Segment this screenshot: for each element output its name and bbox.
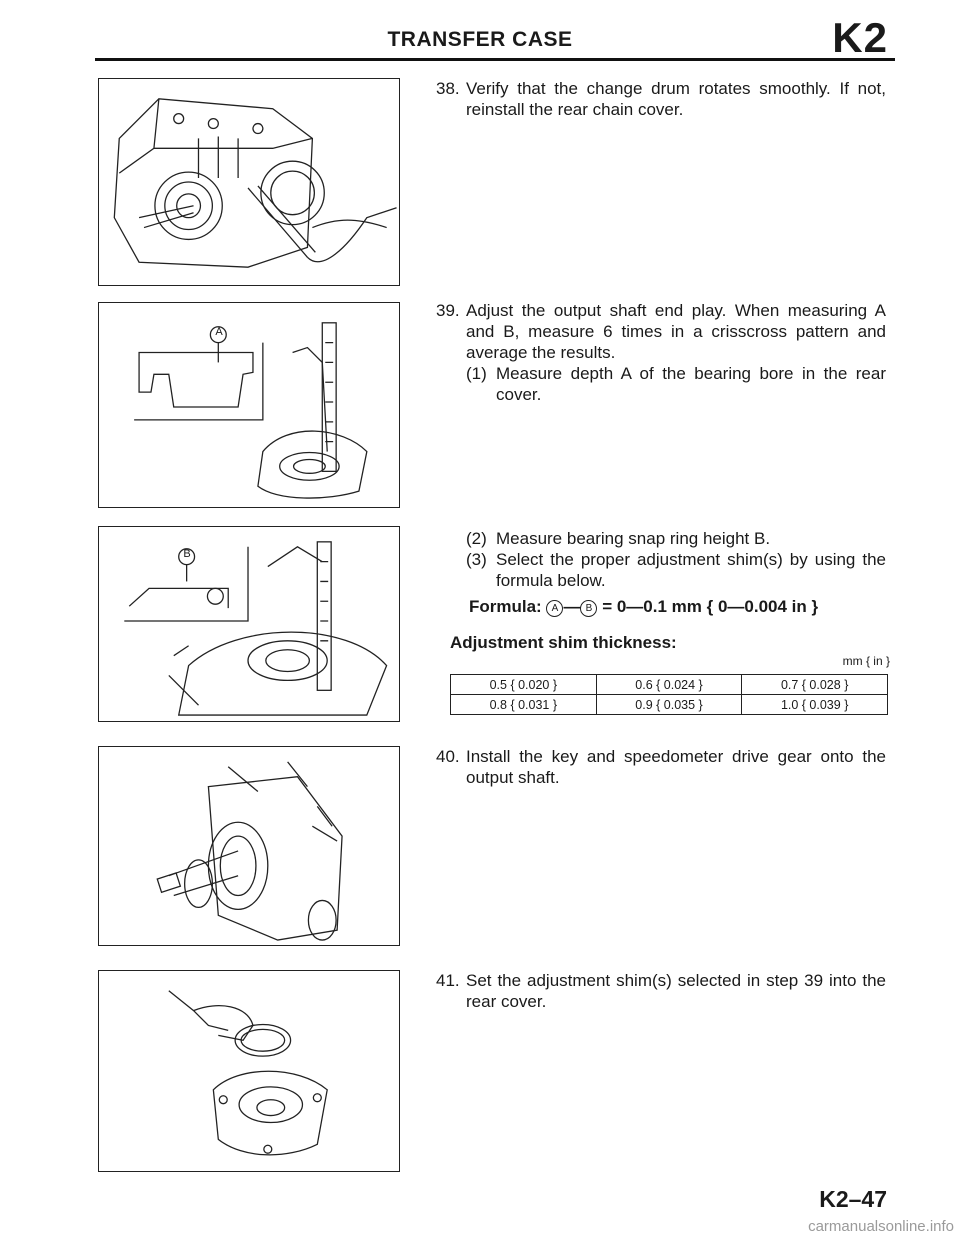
page-title: TRANSFER CASE (387, 28, 573, 51)
step-40 (424, 746, 886, 788)
shim-table (450, 674, 888, 715)
step-39 (424, 300, 886, 363)
header-rule (95, 58, 895, 61)
table-cell: 1.0 { 0.039 } (742, 695, 888, 715)
table-cell: 0.6 { 0.024 } (596, 675, 742, 695)
figure-measure-height-b (98, 526, 400, 722)
formula-a-symbol: A (546, 600, 563, 617)
formula-b-symbol: B (580, 600, 597, 617)
formula-result: = 0—0.1 mm { 0—0.004 in } (602, 597, 819, 616)
step-number: 41. (436, 971, 460, 990)
step-number: 38. (436, 79, 460, 98)
sub-step-number: (1) (466, 364, 487, 383)
step-text: Adjust the output shaft end play. When measuring A and B, measure 6 times in a crisscross pattern and average the results. (466, 301, 886, 362)
shim-table-unit: mm { in } (842, 654, 890, 668)
step-39-sub-1 (466, 363, 886, 405)
formula-label: Formula: (469, 597, 542, 616)
sub-step-number: (2) (466, 529, 487, 548)
sub-step-number: (3) (466, 550, 487, 569)
step-text: Install the key and speedometer drive gear onto the output shaft. (466, 747, 886, 787)
table-cell: 0.7 { 0.028 } (742, 675, 888, 695)
step-number: 40. (436, 747, 460, 766)
formula (469, 597, 818, 617)
figure-speedometer-gear (98, 746, 400, 946)
table-cell: 0.5 { 0.020 } (451, 675, 597, 695)
label-a: A (215, 326, 223, 338)
step-text: Verify that the change drum rotates smoothly. If not, reinstall the rear chain cover. (466, 79, 886, 119)
step-41 (424, 970, 886, 1012)
table-cell: 0.8 { 0.031 } (451, 695, 597, 715)
table-row (451, 695, 888, 715)
section-code: K2 (832, 14, 888, 61)
step-39-sub-2 (466, 528, 886, 549)
shim-table-title: Adjustment shim thickness: (450, 633, 677, 652)
page-number: K2–47 (819, 1186, 887, 1212)
step-text: Set the adjustment shim(s) selected in step 39 into the rear cover. (466, 971, 886, 1011)
figure-install-shim (98, 970, 400, 1172)
sub-step-text: Select the proper adjustment shim(s) by using the formula below. (496, 550, 886, 590)
figure-change-drum (98, 78, 400, 286)
sub-step-text: Measure depth A of the bearing bore in the rear cover. (496, 364, 886, 404)
step-number: 39. (436, 301, 460, 320)
formula-minus: — (563, 597, 581, 616)
step-39-sub-3 (466, 549, 886, 591)
figure-measure-depth-a (98, 302, 400, 508)
sub-step-text: Measure bearing snap ring height B. (496, 529, 771, 548)
table-cell: 0.9 { 0.035 } (596, 695, 742, 715)
label-b: B (183, 548, 191, 560)
step-38 (424, 78, 886, 120)
watermark: carmanualsonline.info (808, 1218, 954, 1235)
table-row (451, 675, 888, 695)
